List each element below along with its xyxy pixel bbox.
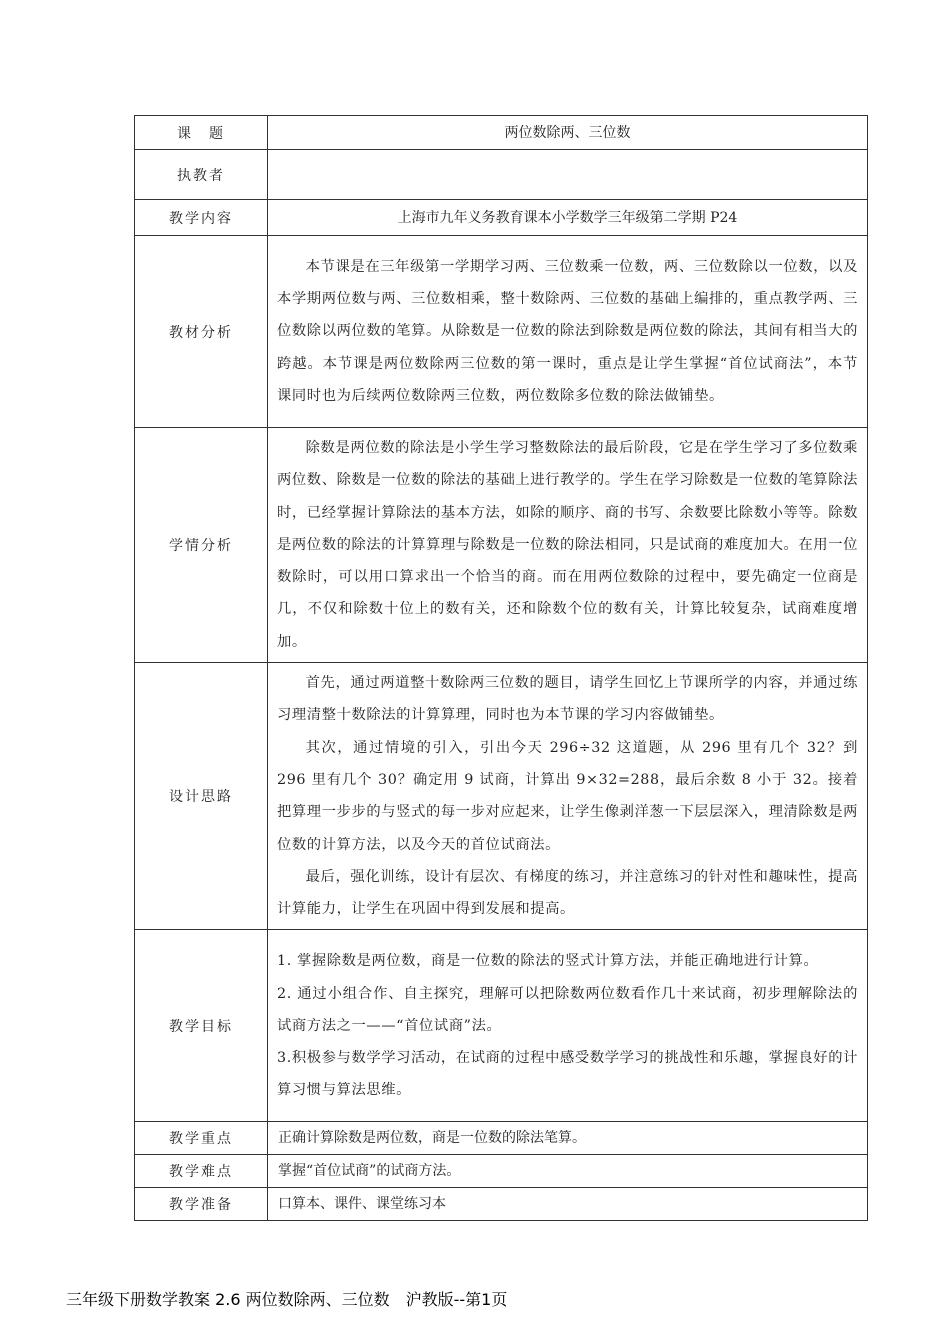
lesson-plan-table (134, 115, 868, 1221)
label-key-point: 教学重点 (135, 1122, 268, 1155)
label-difficulty: 教学难点 (135, 1155, 268, 1188)
value-material-analysis (268, 236, 868, 428)
design-idea-paragraph-2: 其次，通过情境的引入，引出今天 296÷32 这道题，从 296 里有几个 32？到 296 里有几个 30？确定用 9 试商，计算出 9×32=288，最后余数 8 小于 32。接着把算理一步步的与竖式的每一步对应起来，让学生像剥洋葱一下层层深入，理清除数是两位数的计算方法，以及今天的首位试商法。 (277, 739, 858, 853)
row-design-idea (135, 663, 868, 930)
label-material-analysis: 教材分析 (135, 236, 268, 428)
value-topic: 两位数除两、三位数 (268, 116, 868, 150)
value-student-analysis (268, 428, 868, 663)
objective-3: 3.积极参与数学学习活动，在试商的过程中感受数学学习的挑战性和乐趣，掌握良好的计算习惯与算法思维。 (277, 1050, 858, 1099)
value-content: 上海市九年义务教育课本小学数学三年级第二学期 P24 (268, 200, 868, 236)
row-difficulty (135, 1155, 868, 1188)
label-design-idea: 设计思路 (135, 663, 268, 930)
student-analysis-paragraph: 除数是两位数的除法是小学生学习整数除法的最后阶段，它是在学生学习了多位数乘两位数、除数是一位数的除法的基础上进行教学的。学生在学习除数是一位数的笔算除法时，已经掌握计算除法的基本方法，如除的顺序、商的书写、余数要比除数小等等。除数是两位数的除法的计算算理与除数是一位数的除法相同，只是试商的难度加大。在用一位数除时，可以用口算求出一个恰当的商。而在用两位数除的过程中，要先确定一位商是几，不仅和除数十位上的数有关，还和除数个位的数有关，计算比较复杂，试商难度增加。 (277, 440, 858, 650)
label-preparation: 教学准备 (135, 1188, 268, 1221)
objective-2: 2. 通过小组合作、自主探究，理解可以把除数两位数看作几十来试商，初步理解除法的试商方法之一——“首位试商”法。 (277, 985, 858, 1034)
design-idea-paragraph-3: 最后，强化训练，设计有层次、有梯度的练习，并注意练习的针对性和趣味性，提高计算能力，让学生在巩固中得到发展和提高。 (277, 868, 858, 918)
label-topic: 课 题 (135, 116, 268, 150)
row-student-analysis (135, 428, 868, 663)
value-design-idea (268, 663, 868, 930)
value-preparation: 口算本、课件、课堂练习本 (268, 1188, 868, 1221)
page-footer: 三年级下册数学教案 2.6 两位数除两、三位数 沪教版--第1页 (66, 1290, 508, 1309)
label-teacher: 执教者 (135, 150, 268, 200)
row-teacher (135, 150, 868, 200)
design-idea-paragraph-1: 首先，通过两道整十数除两三位数的题目，请学生回忆上节课所学的内容，并通过练习理清整十数除法的计算算理，同时也为本节课的学习内容做铺垫。 (277, 675, 858, 724)
value-teacher (268, 150, 868, 200)
row-key-point (135, 1122, 868, 1155)
row-material-analysis (135, 236, 868, 428)
material-analysis-paragraph: 本节课是在三年级第一学期学习两、三位数乘一位数，两、三位数除以一位数，以及本学期两位数与两、三位数相乘，整十数除两、三位数的基础上编排的，重点教学两、三位数除以两位数的笔算。从除数是一位数的除法到除数是两位数的除法，其间有相当大的跨越。本节课是两位数除两三位数的第一课时，重点是让学生掌握“首位试商法”，本节课同时也为后续两位数除两三位数，两位数除多位数的除法做铺垫。 (277, 258, 858, 404)
objective-1: 1. 掌握除数是两位数，商是一位数的除法的竖式计算方法，并能正确地进行计算。 (277, 953, 819, 970)
row-content (135, 200, 868, 236)
row-preparation (135, 1188, 868, 1221)
value-key-point: 正确计算除数是两位数，商是一位数的除法笔算。 (268, 1122, 868, 1155)
label-objectives: 教学目标 (135, 930, 268, 1122)
row-objectives (135, 930, 868, 1122)
label-student-analysis: 学情分析 (135, 428, 268, 663)
label-content: 教学内容 (135, 200, 268, 236)
value-difficulty: 掌握“首位试商”的试商方法。 (268, 1155, 868, 1188)
row-topic (135, 116, 868, 150)
value-objectives (268, 930, 868, 1122)
